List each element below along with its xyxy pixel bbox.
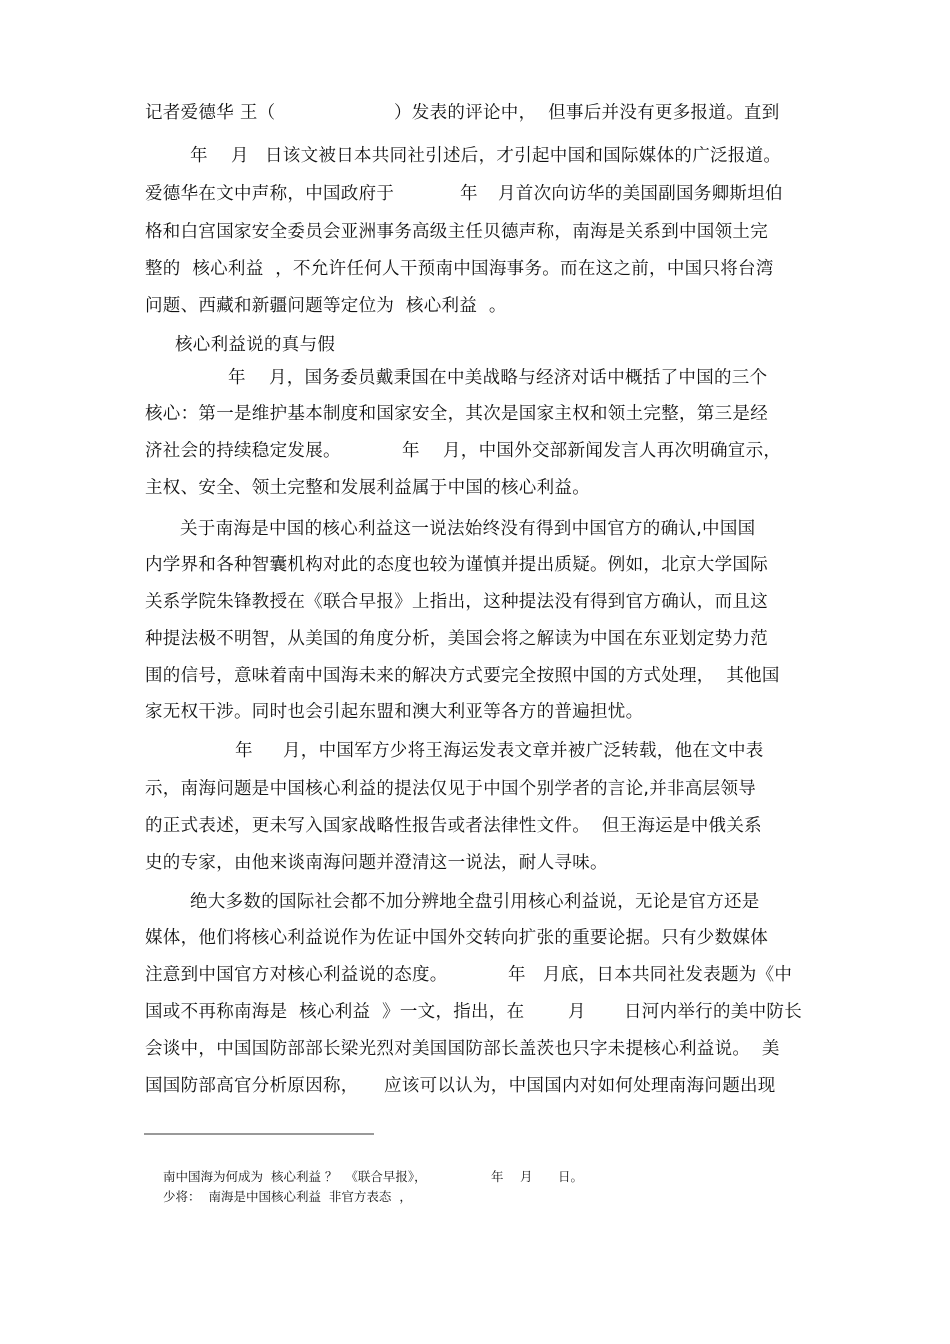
text-segment: 围的信号，意味着南中国海未来的解决方式要完全按照中国的方式处理， 其他国 bbox=[145, 666, 780, 686]
text-segment: 日。 bbox=[558, 1169, 584, 1184]
text-segment: 年 bbox=[402, 441, 420, 461]
text-segment: 的正式表述，更未写入国家战略性报告或者法律性文件。 但王海运是中俄关系 bbox=[145, 816, 762, 836]
text-line bbox=[0, 432, 950, 470]
text-line bbox=[0, 993, 950, 1031]
text-line bbox=[0, 175, 950, 213]
text-line bbox=[0, 395, 950, 433]
text-line bbox=[0, 657, 950, 695]
text-line bbox=[0, 213, 950, 251]
text-segment: 种提法极不明智，从美国的角度分析，美国会将之解读为中国在东亚划定势力范 bbox=[145, 629, 768, 649]
text-segment: 日河内举行的美中防长 bbox=[624, 1002, 802, 1022]
text-segment: 日该文被日本共同社引述后，才引起中国和国际媒体的广泛报道。 bbox=[265, 146, 782, 166]
text-segment: 媒体，他们将核心利益说作为佐证中国外交转向扩张的重要论据。只有少数媒体 bbox=[145, 928, 768, 948]
text-segment: 应该可以认为，中国国内对如何处理南海问题出现 bbox=[384, 1076, 776, 1096]
text-segment: ）发表的评论中， 但事后并没有更多报道。直到 bbox=[394, 103, 780, 123]
text-segment: 家无权干涉。同时也会引起东盟和澳大利亚等各方的普遍担忧。 bbox=[145, 702, 644, 722]
text-line bbox=[0, 883, 950, 921]
text-line bbox=[0, 919, 950, 957]
text-line bbox=[0, 546, 950, 584]
text-segment: 问题、西藏和新疆问题等定位为 核心利益 。 bbox=[145, 296, 507, 316]
text-line bbox=[0, 620, 950, 658]
text-segment: 济社会的持续稳定发展。 bbox=[145, 441, 341, 461]
text-segment: 示，南海问题是中国核心利益的提法仅见于中国个别学者的言论,并非高层领导 bbox=[145, 779, 757, 799]
text-line bbox=[0, 693, 950, 731]
text-segment: 记者爱德华 王（ bbox=[145, 103, 276, 123]
text-line bbox=[0, 732, 950, 770]
text-line bbox=[0, 469, 950, 507]
text-segment: 关于南海是中国的核心利益这一说法始终没有得到中国官方的确认,中国国 bbox=[180, 519, 756, 539]
text-segment: 年 bbox=[460, 184, 478, 204]
text-line bbox=[0, 844, 950, 882]
text-segment: 史的专家，由他来谈南海问题并澄清这一说法，耐人寻味。 bbox=[145, 853, 608, 873]
text-line bbox=[0, 583, 950, 621]
text-segment: 年 bbox=[491, 1169, 504, 1184]
text-segment: 年 bbox=[508, 965, 526, 985]
text-segment: 年 bbox=[235, 741, 253, 761]
text-segment: 月，中国军方少将王海运发表文章并被广泛转载，他在文中表 bbox=[283, 741, 764, 761]
text-segment: 少将： 南海是中国核心利益 非官方表态 ， bbox=[163, 1189, 412, 1204]
text-segment: 月首次向访华的美国副国务卿斯坦伯 bbox=[498, 184, 783, 204]
text-segment: 月 bbox=[520, 1169, 533, 1184]
text-segment: 月底，日本共同社发表题为《中 bbox=[543, 965, 793, 985]
text-segment: 南中国海为何成为 核心利益 ？ 《联合早报》， bbox=[163, 1169, 427, 1184]
text-segment: 国国防部高官分析原因称， bbox=[145, 1076, 359, 1096]
text-line bbox=[0, 510, 950, 548]
text-segment: 会谈中，中国国防部部长梁光烈对美国国防部长盖茨也只字未提核心利益说。 美 bbox=[145, 1039, 780, 1059]
footnote-separator bbox=[144, 1133, 374, 1135]
text-line bbox=[0, 250, 950, 288]
text-segment: 格和白宫国家安全委员会亚洲事务高级主任贝德声称，南海是关系到中国领土完 bbox=[145, 222, 768, 242]
text-line bbox=[0, 807, 950, 845]
text-segment: 月，中国外交部新闻发言人再次明确宣示， bbox=[443, 441, 782, 461]
text-line bbox=[0, 1067, 950, 1105]
text-line bbox=[0, 956, 950, 994]
text-line bbox=[0, 137, 950, 175]
text-segment: 核心：第一是维护基本制度和国家安全，其次是国家主权和领土完整，第三是经 bbox=[145, 404, 768, 424]
text-segment: 月，国务委员戴秉国在中美战略与经济对话中概括了中国的三个 bbox=[269, 368, 768, 388]
text-segment: 整的 核心利益 ，不允许任何人干预南中国海事务。而在这之前，中国只将台湾 bbox=[145, 259, 774, 279]
text-segment: 月 bbox=[231, 146, 249, 166]
text-line bbox=[0, 94, 950, 132]
text-line bbox=[0, 287, 950, 325]
text-line bbox=[0, 1030, 950, 1068]
text-segment: 年 bbox=[190, 146, 208, 166]
text-segment: 主权、安全、领土完整和发展利益属于中国的核心利益。 bbox=[145, 478, 590, 498]
text-segment: 内学界和各种智囊机构对此的态度也较为谨慎并提出质疑。例如，北京大学国际 bbox=[145, 555, 768, 575]
text-segment: 爱德华在文中声称，中国政府于 bbox=[145, 184, 395, 204]
text-segment: 注意到中国官方对核心利益说的态度。 bbox=[145, 965, 448, 985]
text-segment: 绝大多数的国际社会都不加分辨地全盘引用核心利益说，无论是官方还是 bbox=[190, 892, 760, 912]
text-line bbox=[0, 359, 950, 397]
text-segment: 关系学院朱锋教授在《联合早报》上指出，这种提法没有得到官方确认，而且这 bbox=[145, 592, 768, 612]
text-segment: 国或不再称南海是 核心利益 》一文，指出，在 bbox=[145, 1002, 525, 1022]
text-line bbox=[0, 770, 950, 808]
text-segment: 年 bbox=[228, 368, 246, 388]
text-segment: 核心利益说的真与假 bbox=[175, 335, 336, 355]
text-segment: 月 bbox=[568, 1002, 586, 1022]
